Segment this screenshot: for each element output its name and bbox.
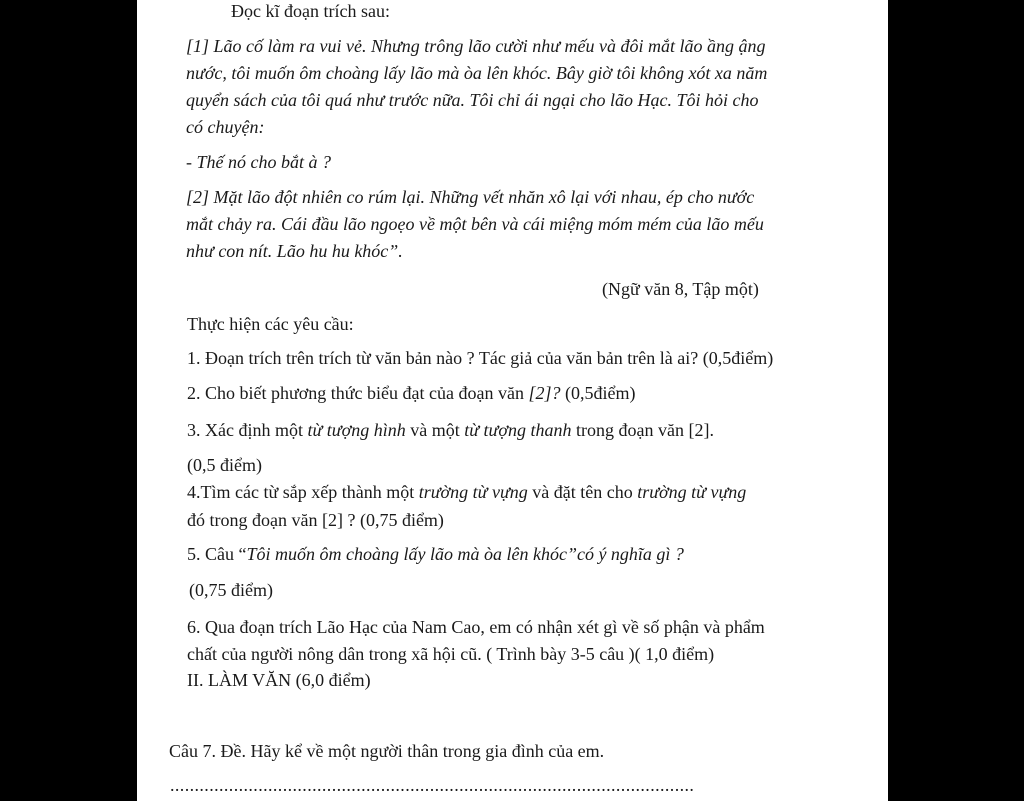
question-4: 4.Tìm các từ sắp xếp thành một trường từ vựng và đặt tên cho trường từ vựng — [187, 482, 747, 502]
question-3-points: (0,5 điểm) — [187, 455, 262, 475]
heading: Đọc kĩ đoạn trích sau: — [231, 1, 390, 21]
question-2: 2. Cho biết phương thức biểu đạt của đoạn văn [2]? (0,5điểm) — [187, 383, 636, 403]
tasks-intro: Thực hiện các yêu cầu: — [187, 314, 354, 334]
section-2-title: II. LÀM VĂN (6,0 điểm) — [187, 670, 371, 690]
passage-p1-line: [1] Lão cố làm ra vui vẻ. Nhưng trông lão cười như mếu và đôi mắt lão ầng ậng — [186, 36, 766, 56]
passage-p2-line: [2] Mặt lão đột nhiên co rúm lại. Những vết nhăn xô lại với nhau, ép cho nước — [186, 187, 755, 207]
exam-page — [137, 0, 888, 801]
question-5: 5. Câu “Tôi muốn ôm choàng lấy lão mà òa lên khóc”có ý nghĩa gì ? — [187, 544, 684, 564]
passage-p1-line: nước, tôi muốn ôm choàng lấy lão mà òa lên khóc. Bây giờ tôi không xót xa năm — [186, 63, 768, 83]
question-3: 3. Xác định một từ tượng hình và một từ tượng thanh trong đoạn văn [2]. — [187, 420, 714, 440]
passage-p2-line: mắt chảy ra. Cái đầu lão ngoẹo về một bên và cái miệng móm mém của lão mếu — [186, 214, 764, 234]
passage-p2-line: như con nít. Lão hu hu khóc”. — [186, 241, 403, 261]
passage-p1-line: có chuyện: — [186, 117, 265, 137]
passage-p1-line: quyển sách của tôi quá như trước nữa. Tôi chỉ ái ngại cho lão Hạc. Tôi hỏi cho — [186, 90, 759, 110]
question-5-points: (0,75 điểm) — [189, 580, 273, 600]
passage-source: (Ngữ văn 8, Tập một) — [602, 279, 759, 299]
question-4-line2: đó trong đoạn văn [2] ? (0,75 điểm) — [187, 510, 444, 530]
question-1: 1. Đoạn trích trên trích từ văn bản nào ? Tác giả của văn bản trên là ai? (0,5điểm) — [187, 348, 774, 368]
answer-dotted-line: ........................................................................................................... — [170, 775, 695, 795]
question-6: 6. Qua đoạn trích Lão Hạc của Nam Cao, em có nhận xét gì về số phận và phẩm — [187, 617, 765, 637]
passage-dialogue: - Thế nó cho bắt à ? — [186, 152, 331, 172]
question-7: Câu 7. Đề. Hãy kể về một người thân trong gia đình của em. — [169, 741, 605, 761]
question-6-line2: chất của người nông dân trong xã hội cũ. ( Trình bày 3-5 câu )( 1,0 điểm) — [187, 644, 715, 664]
